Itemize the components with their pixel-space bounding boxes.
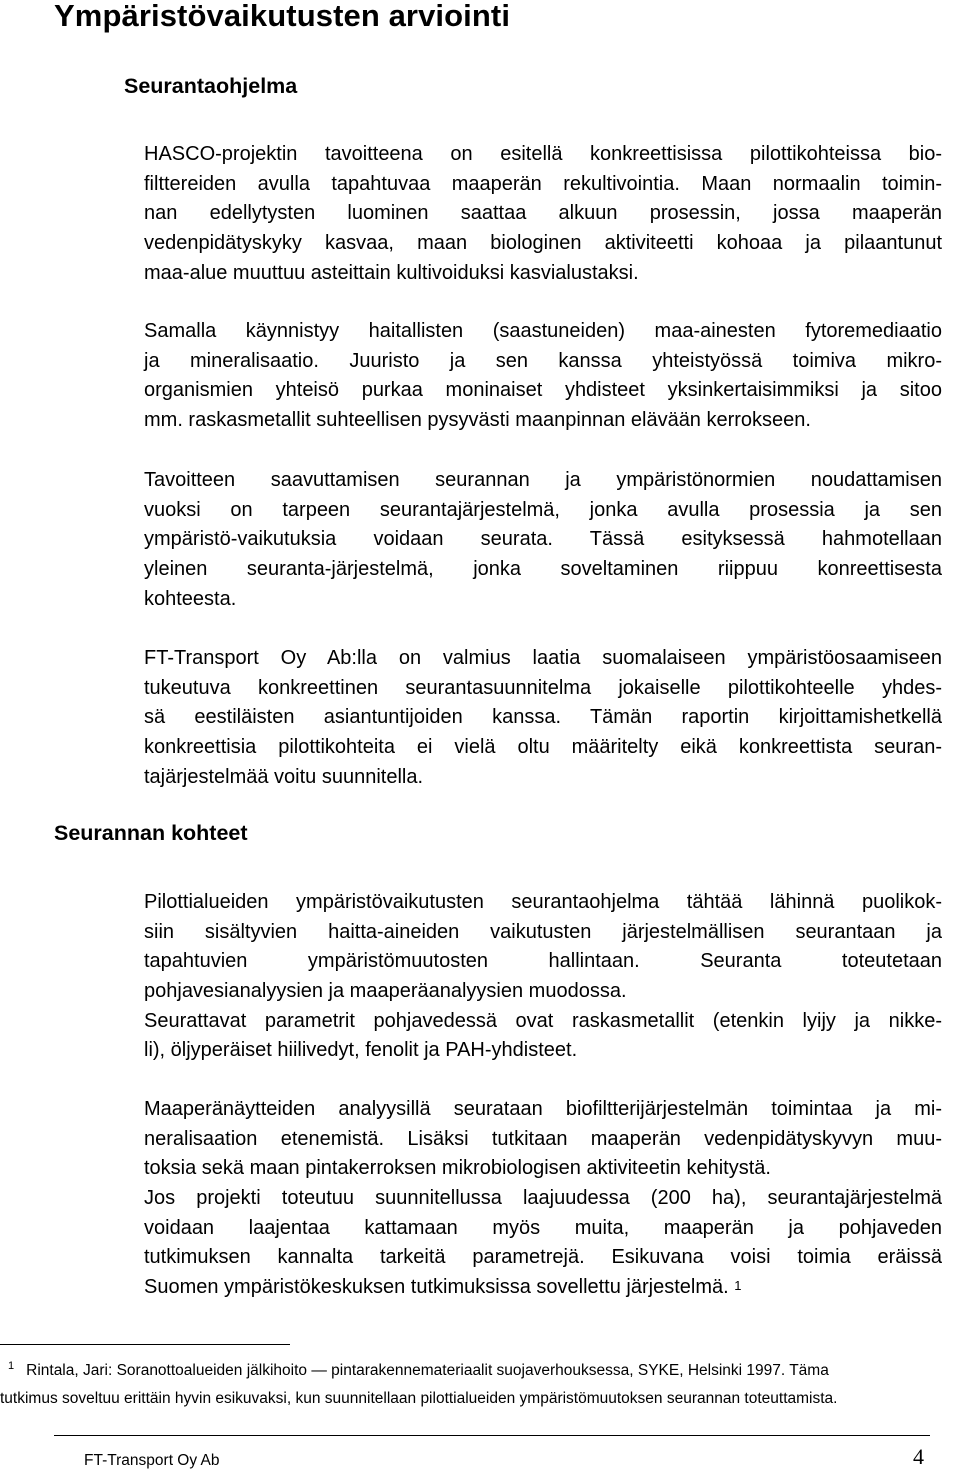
footnote-reference[interactable]: 1 [734, 1278, 742, 1294]
paragraph-3: Tavoitteen saavuttamisen seurannan ja ympäristönormien noudattamisen vuoksi on tarpeen seurantajärjestelmä, jonka avulla prosessia ja sen ympäristö-vaikutuksia voidaan seurata. Tässä esityksessä hahmotellaan yleinen seuranta-järjestelmä, jonka soveltaminen riippuu konreettisesta kohteesta. [144, 469, 942, 610]
paragraph-1: HASCO-projektin tavoitteena on esitellä konkreettisissa pilottikohteissa bio- filttereiden avulla tapahtuvaa maaperän rekultivointia. Maan normaalin toimin- nan edellytysten luominen saattaa alkuun prosessin, jossa maaperän vedenpidätyskyky kasvaa, maan biologinen aktiviteetti kohoaa ja pilaantunut maa-alue muuttuu asteittain kultivoiduksi kasvialustaksi. [144, 143, 942, 284]
footnote [0, 1357, 930, 1413]
paragraph-5: Pilottialueiden ympäristövaikutusten seurantaohjelma tähtää lähinnä puolikok- siin sisältyvien haitta-aineiden vaikutusten järjestelmällisen seurantaan ja tapahtuvien ympäristömuutosten hallintaan. Seuranta toteutetaan pohjavesianalyysien ja maaperäanalyysien muodossa. Seurattavat parametrit pohjavedessä ovat raskasmetallit (etenkin lyijy ja nikke- li), öljyperäiset hiilivedyt, fenolit ja PAH-yhdisteet. [144, 891, 942, 1062]
footer-company: FT-Transport Oy Ab [84, 1452, 220, 1469]
footer-separator [54, 1435, 930, 1436]
page-number: 4 [913, 1444, 924, 1469]
section-heading-seurantaohjelma: Seurantaohjelma [124, 74, 298, 98]
page-title: Ympäristövaikutusten arviointi [54, 0, 511, 33]
footnote-separator [0, 1344, 290, 1345]
section-heading-seurannan-kohteet: Seurannan kohteet [54, 821, 248, 845]
paragraph-6: Maaperänäytteiden analyysillä seurataan biofiltterijärjestelmän toimintaa ja mi- neralisaation etenemistä. Lisäksi tutkitaan maaperän vedenpidätyskyvyn muu- toksia sekä maan pintakerroksen mikrobiologisen aktiviteetin kehitystä. Jos projekti toteutuu suunnitellussa laajuudessa (200 ha), seurantajärjestelmä voidaan laajentaa kattamaan myös muita, maaperän ja pohjaveden tutkimuksen kannalta tarkeitä parametrejä. Esikuvana voisi toimia eräissä Suomen ympäristökeskuksen tutkimuksissa sovellettu järjestelmä. $^1$ [144, 1095, 942, 1303]
paragraph-4: FT-Transport Oy Ab:lla on valmius laatia suomalaiseen ympäristöosaamiseen tukeutuva konkreettinen seurantasuunnitelma jokaiselle pilottikohteelle yhdes- sä eestiläisten asiantuntijoiden kanssa. Tämän raportin kirjoittamishetkellä konkreettisia pilottikohteita ei vielä oltu määritelty eikä konkreettista seuran- tajärjestelmää voitu suunnitella. [144, 647, 942, 788]
footnote-text-line-1: Rintala, Jari: Soranottoalueiden jälkihoito — pintarakennemateriaalit suojaverhouksessa, SYKE, Helsinki 1997. Täma [26, 1362, 829, 1379]
paragraph-2: Samalla käynnistyy haitallisten (saastuneiden) maa-ainesten fytoremediaatio ja mineralisaatio. Juuristo ja sen kanssa yhteistyössä toimiva mikro- organismien yhteisö purkaa moninaiset yhdisteet yksinkertaisimmiksi ja sitoo mm. raskasmetallit suhteellisen pysyvästi maanpinnan elävään kerrokseen. [144, 320, 942, 432]
footnote-marker: 1 [8, 1360, 15, 1372]
footnote-text-line-2: tutkimus soveltuu erittäin hyvin esikuvaksi, kun suunnitellaan pilottialueiden ympäristömuutoksen seurannan toteuttamista. [0, 1390, 838, 1407]
last-line-with-footnote-ref: Suomen ympäristökeskuksen tutkimuksissa sovellettu järjestelmä. $^1$ [144, 1276, 742, 1299]
